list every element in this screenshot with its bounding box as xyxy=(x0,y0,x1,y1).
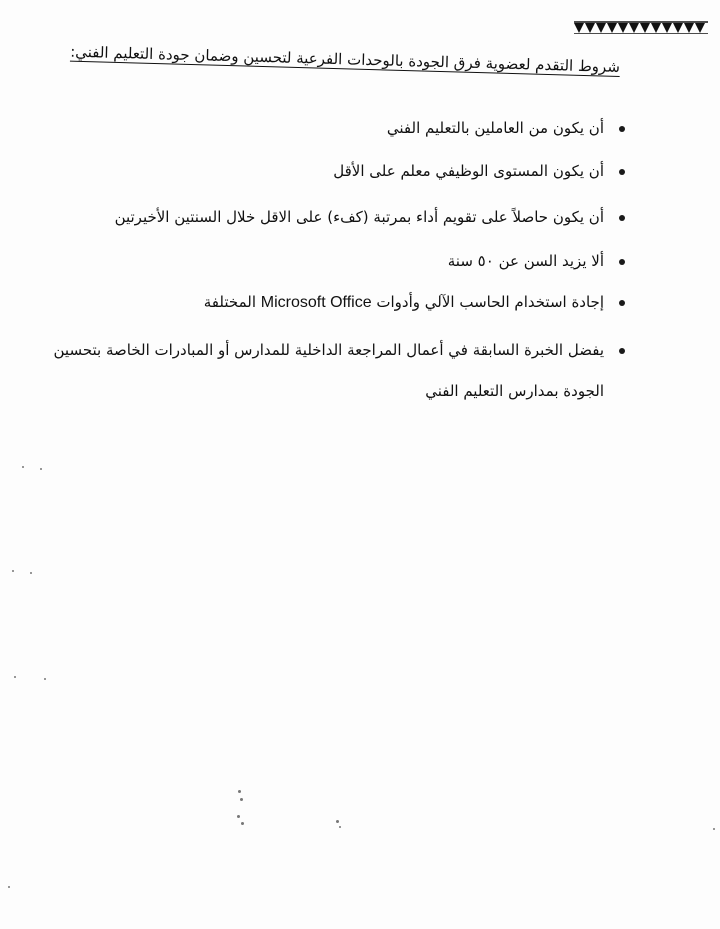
scan-speck xyxy=(237,815,240,818)
bullet-icon xyxy=(619,259,625,265)
scan-speck xyxy=(240,798,243,801)
decorative-border xyxy=(574,20,708,34)
condition-text: يفضل الخبرة السابقة في أعمال المراجعة الداخلية للمدارس أو المبادرات الخاصة بتحسين xyxy=(53,341,604,359)
border-pattern-icon xyxy=(574,21,708,34)
list-item xyxy=(333,159,604,183)
condition-text: أن يكون من العاملين بالتعليم الفني xyxy=(386,119,604,137)
bullet-icon xyxy=(619,169,625,175)
software-name: Microsoft Office xyxy=(260,294,372,311)
condition-text: أن يكون حاصلاً على تقويم أداء بمرتبة (كفء) على الاقل خلال السنتين الأخيرتين xyxy=(114,208,604,226)
list-item xyxy=(448,249,604,273)
scan-speck xyxy=(12,570,14,572)
document-heading: شروط التقدم لعضوية فرق الجودة بالوحدات الفرعية لتحسين وضمان جودة التعليم الفني: xyxy=(70,42,621,76)
condition-text-suffix: المختلفة xyxy=(203,293,256,311)
scan-speck xyxy=(713,828,715,830)
condition-text: ألا يزيد السن عن ٥٠ سنة xyxy=(447,252,604,270)
scan-speck xyxy=(8,886,10,888)
scan-speck xyxy=(241,822,244,825)
bullet-icon xyxy=(619,215,625,221)
condition-text: أن يكون المستوى الوظيفي معلم على الأقل xyxy=(333,162,604,180)
condition-text-main: إجادة استخدام الحاسب الآلي وأدوات xyxy=(376,293,604,311)
scan-speck xyxy=(336,820,339,823)
list-item xyxy=(54,338,605,362)
scan-speck xyxy=(30,572,32,574)
scan-speck xyxy=(238,790,241,793)
scan-speck xyxy=(14,676,16,678)
list-item xyxy=(115,205,604,229)
bullet-icon xyxy=(619,300,625,306)
scan-speck xyxy=(22,466,24,468)
condition-continuation: الجودة بمدارس التعليم الفني xyxy=(425,382,604,400)
scan-speck xyxy=(44,678,46,680)
bullet-icon xyxy=(619,126,625,132)
condition-text xyxy=(204,290,604,315)
bullet-icon xyxy=(619,348,625,354)
scan-speck xyxy=(40,468,42,470)
scan-speck xyxy=(339,826,341,828)
list-item xyxy=(387,116,604,140)
list-item xyxy=(204,290,604,315)
